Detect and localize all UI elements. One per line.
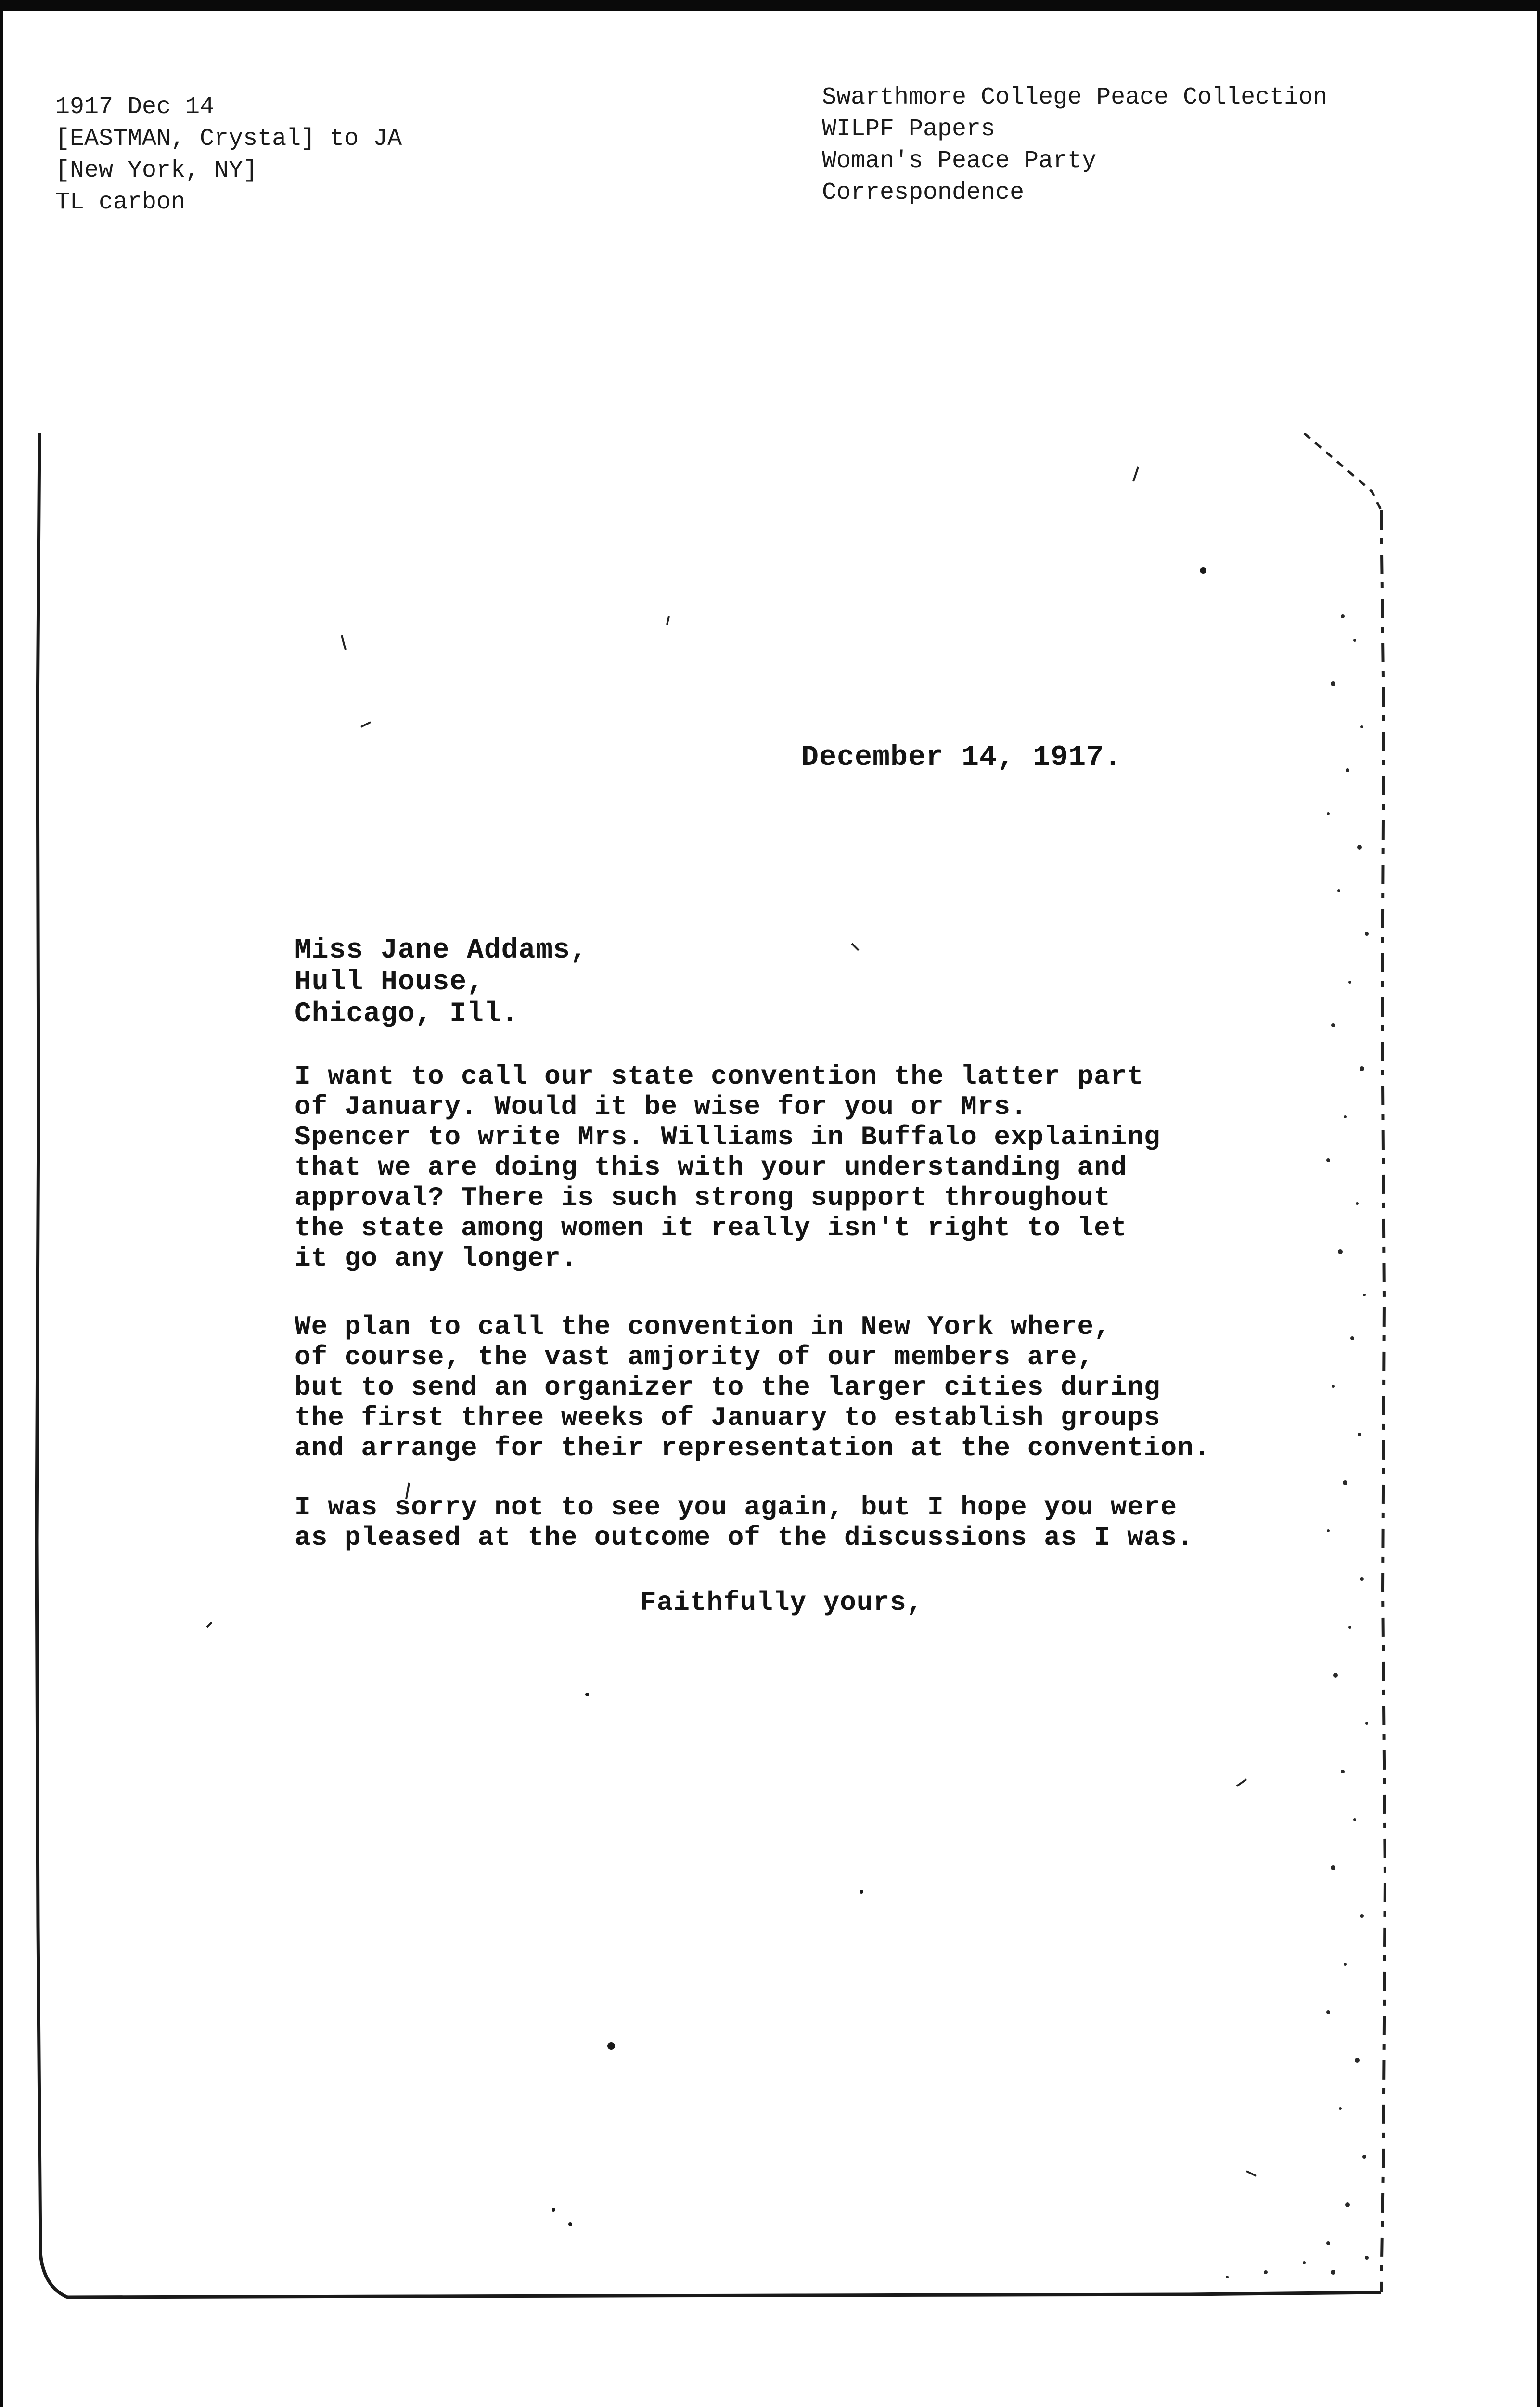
paragraph-line: but to send an organizer to the larger cities during [295, 1372, 1161, 1403]
paragraph-line: of course, the vast amjority of our members are, [295, 1342, 1094, 1372]
paragraph-line: as pleased at the outcome of the discussions as I was. [295, 1522, 1194, 1553]
paragraph-line: We plan to call the convention in New York where, [295, 1311, 1111, 1342]
paragraph-line: that we are doing this with your understanding and [295, 1152, 1128, 1183]
paragraph-line: I was sorry not to see you again, but I hope you were [295, 1492, 1178, 1523]
collection-name: Swarthmore College Peace Collection [822, 84, 1328, 111]
paragraph-line: the first three weeks of January to establish groups [295, 1402, 1161, 1433]
citation-place: [New York, NY] [55, 157, 258, 184]
paragraph-line: the state among women it really isn't right to let [295, 1213, 1128, 1243]
letter-closing: Faithfully yours, [640, 1587, 924, 1618]
recipient-address [295, 935, 588, 1030]
recipient-street: Hull House, [295, 967, 484, 998]
paragraph-line: approval? There is such strong support throughout [295, 1182, 1111, 1213]
collection-series: WILPF Papers [822, 116, 996, 143]
archival-citation-left [55, 91, 402, 219]
recipient-city: Chicago, Ill. [295, 998, 519, 1030]
paragraph-line: Spencer to write Mrs. Williams in Buffalo explaining [295, 1122, 1161, 1152]
paragraph-line: it go any longer. [295, 1243, 578, 1274]
letter-paragraph-3 [295, 1492, 1194, 1553]
citation-correspondents: [EASTMAN, Crystal] to JA [55, 125, 402, 153]
collection-folder: Correspondence [822, 179, 1025, 207]
collection-subseries: Woman's Peace Party [822, 147, 1097, 175]
letter-paragraph-2 [295, 1312, 1210, 1463]
citation-date: 1917 Dec 14 [55, 93, 215, 121]
archival-collection-right [822, 82, 1327, 209]
paragraph-line: and arrange for their representation at the convention. [295, 1433, 1211, 1463]
paragraph-line: of January. Would it be wise for you or Mrs. [295, 1091, 1027, 1122]
letter-paragraph-1 [295, 1061, 1160, 1274]
citation-format: TL carbon [55, 189, 186, 216]
paragraph-line: I want to call our state convention the latter part [295, 1061, 1144, 1092]
letter-date: December 14, 1917. [801, 741, 1122, 774]
recipient-name: Miss Jane Addams, [295, 935, 588, 966]
